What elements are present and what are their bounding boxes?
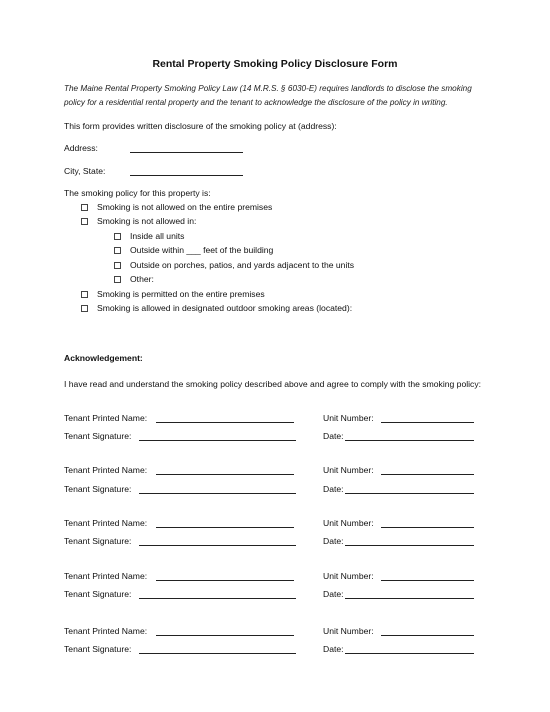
- city-state-field[interactable]: [130, 175, 243, 176]
- date-field[interactable]: [345, 598, 474, 599]
- unit-number-label: Unit Number:: [323, 413, 374, 423]
- date-field[interactable]: [345, 440, 474, 441]
- date-field[interactable]: [345, 653, 474, 654]
- date-label: Date:: [323, 536, 344, 546]
- date-field[interactable]: [345, 493, 474, 494]
- unit-number-field[interactable]: [381, 474, 474, 475]
- tenant-name-field[interactable]: [156, 580, 294, 581]
- tenant-name-field[interactable]: [156, 422, 294, 423]
- tenant-signature-label: Tenant Signature:: [64, 536, 132, 546]
- tenant-signature-label: Tenant Signature:: [64, 644, 132, 654]
- date-field[interactable]: [345, 545, 474, 546]
- checkbox-outside-within[interactable]: [114, 247, 121, 254]
- tenant-name-field[interactable]: [156, 474, 294, 475]
- tenant-signature-field[interactable]: [139, 440, 296, 441]
- address-label: Address:: [64, 143, 98, 153]
- tenant-name-label: Tenant Printed Name:: [64, 518, 148, 528]
- unit-number-field[interactable]: [381, 635, 474, 636]
- form-title: Rental Property Smoking Policy Disclosure Form: [152, 58, 398, 70]
- tenant-name-field[interactable]: [156, 527, 294, 528]
- checkbox-not-allowed-in[interactable]: [81, 218, 88, 225]
- option-not-allowed-in: Smoking is not allowed in:: [97, 216, 197, 226]
- intro-paragraph: The Maine Rental Property Smoking Policy Law (14 M.R.S. § 6030-E) requires landlords to disclose the smoking policy for a residential rental property and the tenant to acknowledge the disclosure of the policy in writing.: [64, 84, 472, 107]
- unit-number-label: Unit Number:: [323, 626, 374, 636]
- checkbox-porches[interactable]: [114, 262, 121, 269]
- city-state-label: City, State:: [64, 166, 106, 176]
- option-other: Other:: [130, 274, 154, 284]
- option-inside-units: Inside all units: [130, 231, 185, 241]
- option-outside-within: Outside within ___ feet of the building: [130, 245, 274, 255]
- date-label: Date:: [323, 484, 344, 494]
- tenant-name-field[interactable]: [156, 635, 294, 636]
- tenant-name-label: Tenant Printed Name:: [64, 626, 148, 636]
- unit-number-field[interactable]: [381, 580, 474, 581]
- date-label: Date:: [323, 431, 344, 441]
- tenant-name-label: Tenant Printed Name:: [64, 571, 148, 581]
- tenant-signature-field[interactable]: [139, 653, 296, 654]
- unit-number-label: Unit Number:: [323, 518, 374, 528]
- tenant-signature-field[interactable]: [139, 493, 296, 494]
- tenant-signature-field[interactable]: [139, 598, 296, 599]
- unit-number-label: Unit Number:: [323, 465, 374, 475]
- unit-number-field[interactable]: [381, 422, 474, 423]
- form-statement: This form provides written disclosure of the smoking policy at (address):: [64, 121, 337, 131]
- option-designated-areas: Smoking is allowed in designated outdoor smoking areas (located):: [97, 303, 353, 313]
- policy-heading: The smoking policy for this property is:: [64, 188, 211, 198]
- tenant-signature-label: Tenant Signature:: [64, 431, 132, 441]
- option-not-allowed-entire: Smoking is not allowed on the entire premises: [97, 202, 273, 212]
- acknowledgement-heading: Acknowledgement:: [64, 353, 143, 363]
- option-permitted-entire: Smoking is permitted on the entire premises: [97, 289, 265, 299]
- tenant-signature-field[interactable]: [139, 545, 296, 546]
- date-label: Date:: [323, 644, 344, 654]
- address-field[interactable]: [130, 152, 243, 153]
- checkbox-designated-areas[interactable]: [81, 305, 88, 312]
- checkbox-not-allowed-entire[interactable]: [81, 204, 88, 211]
- tenant-name-label: Tenant Printed Name:: [64, 413, 148, 423]
- tenant-signature-label: Tenant Signature:: [64, 589, 132, 599]
- tenant-name-label: Tenant Printed Name:: [64, 465, 148, 475]
- checkbox-other[interactable]: [114, 276, 121, 283]
- tenant-signature-label: Tenant Signature:: [64, 484, 132, 494]
- checkbox-permitted-entire[interactable]: [81, 291, 88, 298]
- date-label: Date:: [323, 589, 344, 599]
- unit-number-label: Unit Number:: [323, 571, 374, 581]
- checkbox-inside-units[interactable]: [114, 233, 121, 240]
- unit-number-field[interactable]: [381, 527, 474, 528]
- acknowledgement-statement: I have read and understand the smoking policy described above and agree to comply with the smoking policy:: [64, 379, 482, 389]
- option-porches: Outside on porches, patios, and yards adjacent to the units: [130, 260, 355, 270]
